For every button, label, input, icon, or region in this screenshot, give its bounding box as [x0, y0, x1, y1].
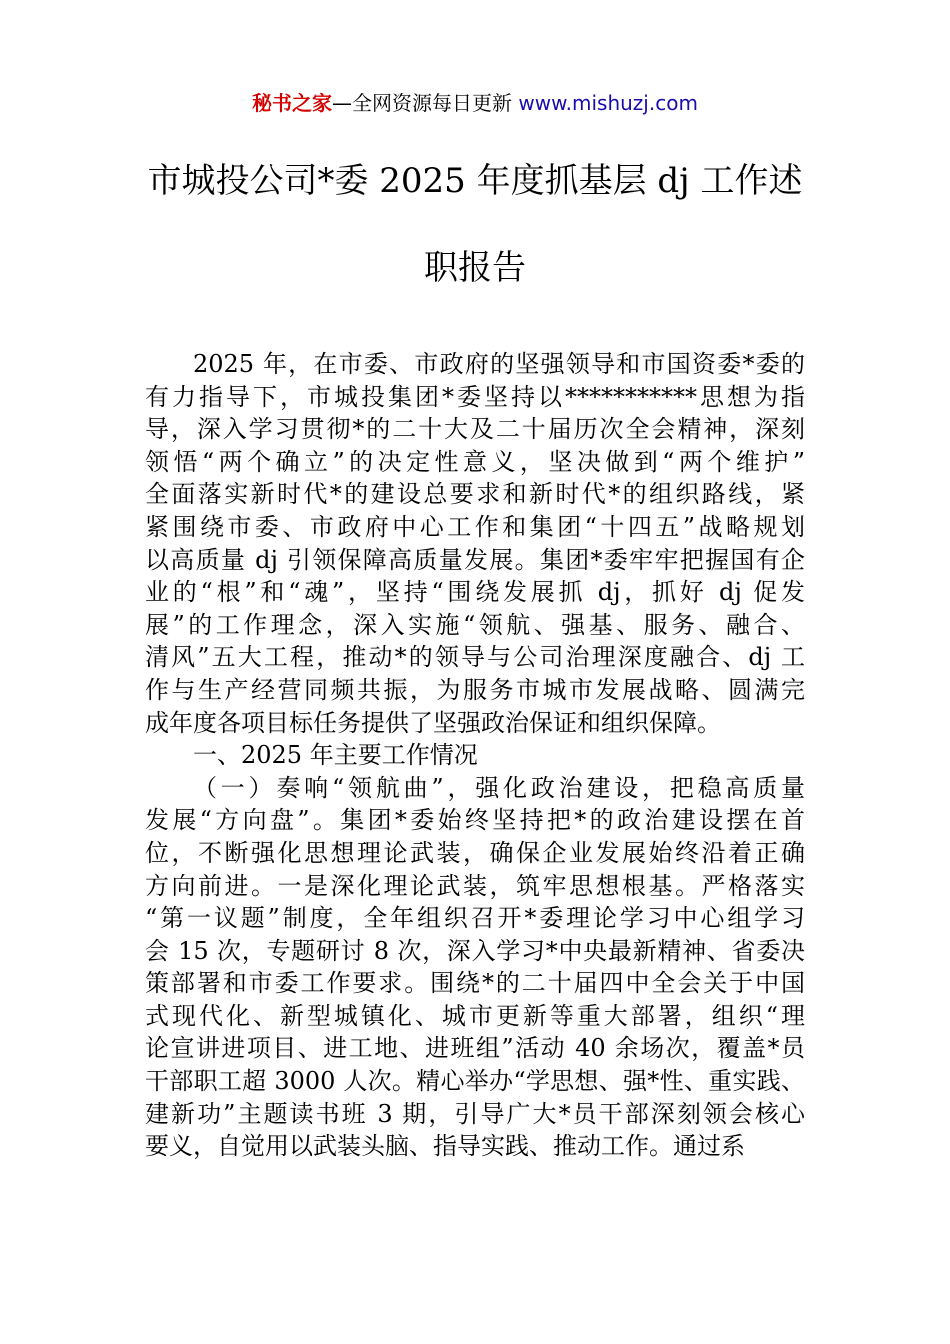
paragraph-line: “第一议题”制度，全年组织召开*委理论学习中心组学习: [145, 904, 805, 933]
site-header: [0, 88, 950, 118]
paragraph-line: 清风”五大工程，推动*的领导与公司治理深度融合、dj 工: [145, 643, 805, 672]
paragraph-line: 导，深入学习贯彻*的二十大及二十届历次全会精神，深刻: [145, 415, 805, 444]
paragraph-line: 干部职工超 3000 人次。精心举办“学思想、强*性、重实践、: [145, 1067, 805, 1096]
paragraph-line: 成年度各项目标任务提供了坚强政治保证和组织保障。: [145, 708, 721, 737]
paragraph-line: 论宣讲进项目、进工地、进班组”活动 40 余场次，覆盖*员: [145, 1034, 805, 1063]
document-title: [120, 160, 830, 334]
document-title-line-1: 市城投公司*委 2025 年度抓基层 dj 工作述: [147, 161, 803, 201]
paragraph-line: 作与生产经营同频共振，为服务市城市发展战略、圆满完: [145, 675, 805, 704]
paragraph-line: 有力指导下，市城投集团*委坚持以***********思想为指: [145, 382, 805, 411]
site-slogan: —全网资源每日更新: [332, 91, 513, 115]
paragraph-line: 建新功”主题读书班 3 期，引导广大*员干部深刻领会核心: [145, 1099, 805, 1128]
intro-paragraph: [145, 348, 805, 739]
document-body: [145, 348, 805, 1163]
paragraph-line: 紧围绕市委、市政府中心工作和集团“十四五”战略规划: [145, 512, 805, 541]
paragraph-line: 以高质量 dj 引领保障高质量发展。集团*委牢牢把握国有企: [145, 545, 805, 574]
paragraph-line: 会 15 次，专题研讨 8 次，深入学习*中央最新精神、省委决: [145, 936, 805, 965]
site-url-link[interactable]: www.mishuzj.com: [518, 91, 698, 115]
paragraph-line: 方向前进。一是深化理论武装，筑牢思想根基。严格落实: [145, 871, 805, 900]
section-heading: 一、2025 年主要工作情况: [193, 741, 478, 770]
paragraph-line: 领悟“两个确立”的决定性意义，坚决做到“两个维护”: [145, 447, 805, 476]
paragraph-line: 发展“方向盘”。集团*委始终坚持把*的政治建设摆在首: [145, 806, 805, 835]
paragraph-line: 位，不断强化思想理论武装，确保企业发展始终沿着正确: [145, 838, 805, 867]
paragraph-line: 展”的工作理念，深入实施“领航、强基、服务、融合、: [145, 610, 805, 639]
paragraph-line: 式现代化、新型城镇化、城市更新等重大部署，组织“理: [145, 1001, 805, 1030]
paragraph-line: 2025 年，在市委、市政府的坚强领导和市国资委*委的: [193, 350, 805, 378]
subsection-paragraph: [145, 772, 805, 1163]
document-title-line-2: 职报告: [424, 248, 526, 288]
paragraph-line: （一）奏响“领航曲”，强化政治建设，把稳高质量: [193, 773, 805, 802]
paragraph-line: 要义，自觉用以武装头脑、指导实践、推动工作。通过系: [145, 1132, 745, 1161]
site-brand[interactable]: 秘书之家: [252, 91, 333, 115]
paragraph-line: 策部署和市委工作要求。围绕*的二十届四中全会关于中国: [145, 969, 805, 998]
paragraph-line: 业的“根”和“魂”，坚持“围绕发展抓 dj，抓好 dj 促发: [145, 578, 805, 607]
paragraph-line: 全面落实新时代*的建设总要求和新时代*的组织路线，紧: [145, 480, 805, 509]
